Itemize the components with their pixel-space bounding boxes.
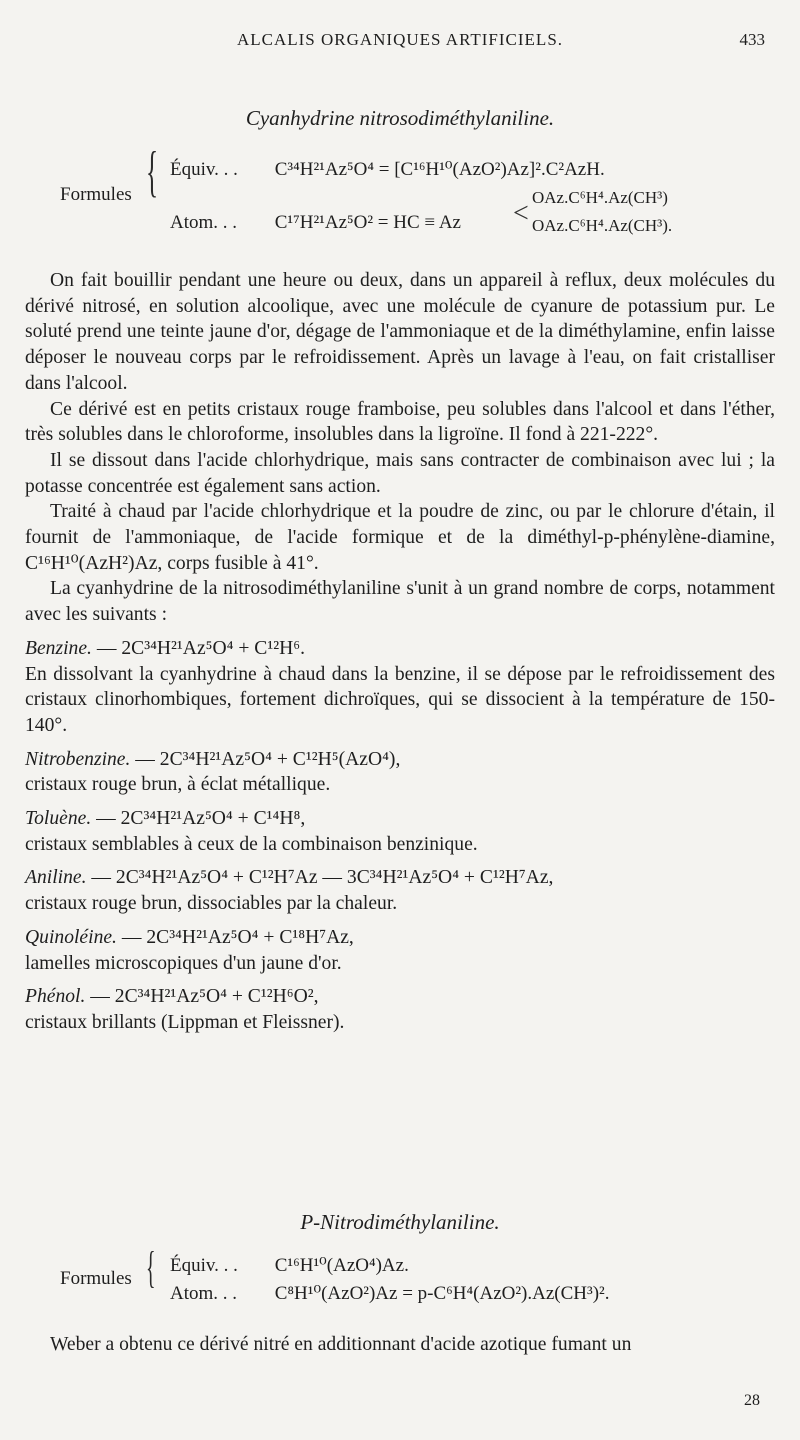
running-title: ALCALIS ORGANIQUES ARTIFICIELS. [236, 30, 564, 49]
entry-formula: — 2C³⁴H²¹Az⁵O⁴ + C¹²H⁷Az — 3C³⁴H²¹Az⁵O⁴ + C¹²H⁷Az, [86, 867, 554, 889]
atom-label: Atom. . . [170, 212, 238, 233]
atom-row [170, 212, 461, 234]
paragraph: Ce dérivé est en petits cristaux rouge framboise, peu solubles dans l'alcool et dans l'éther, très solubles dans le chloroforme, insolubles dans la ligroïne. Il fond à 221-222°. [25, 398, 775, 446]
entry-phenol [25, 984, 775, 1010]
equiv-label: Équiv. . . [170, 159, 238, 180]
body-text [25, 268, 775, 1036]
equiv-label: Équiv. . . [170, 1255, 238, 1276]
atom-row [170, 1282, 609, 1305]
signature-mark: 28 [744, 1392, 760, 1409]
entry-formula: — 2C³⁴H²¹Az⁵O⁴ + C¹²H⁶. [91, 637, 306, 659]
entry-text: cristaux semblables à ceux de la combinaison benzinique. [25, 833, 478, 855]
formula-block-cyanhydrine [60, 138, 780, 278]
brace-icon: { [146, 141, 159, 203]
entry-benzine [25, 636, 775, 662]
entry-text: cristaux rouge brun, dissociables par la chaleur. [25, 893, 398, 915]
entry-aniline [25, 865, 775, 891]
equiv-row [170, 158, 605, 181]
entry-name: Nitrobenzine. [25, 748, 131, 770]
entry-text: cristaux brillants (Lippman et Fleissner). [25, 1011, 345, 1033]
brace-icon: { [146, 1243, 156, 1292]
entry-name: Toluène. [25, 808, 92, 830]
equiv-row [170, 1254, 409, 1277]
atom-label: Atom. . . [170, 1283, 238, 1304]
body-text-continued [25, 1332, 775, 1358]
entry-text: En dissolvant la cyanhydrine à chaud dans la benzine, il se dépose par le refroidissement des cristaux clinorhombiques, fortement dichroïques, qui se dissocient à la température de 150-140°. [25, 663, 775, 736]
paragraph: Il se dissout dans l'acide chlorhydrique, mais sans contracter de combinaison avec lui ; la potasse concentrée est également sans action. [25, 449, 775, 497]
bond-lines-icon: < [513, 198, 529, 229]
entry-formula: — 2C³⁴H²¹Az⁵O⁴ + C¹⁸H⁷Az, [116, 926, 354, 948]
page-number: 433 [739, 30, 765, 49]
entry-formula: — 2C³⁴H²¹Az⁵O⁴ + C¹²H⁵(AzO⁴), [130, 748, 401, 770]
equiv-formula: C³⁴H²¹Az⁵O⁴ = [C¹⁶H¹⁰(AzO²)Az]².C²AzH. [274, 159, 605, 180]
atom-formula-left: C¹⁷H²¹Az⁵O² = HC ≡ Az [274, 212, 461, 233]
entry-quinoleine [25, 925, 775, 951]
atom-formula: C⁸H¹⁰(AzO²)Az = p-C⁶H⁴(AzO²).Az(CH³)². [274, 1283, 610, 1304]
entry-text: cristaux rouge brun, à éclat métallique. [25, 774, 331, 796]
atom-formula-top: OAz.C⁶H⁴.Az(CH³) [532, 188, 668, 207]
entry-name: Benzine. [25, 637, 92, 659]
section-title-cyanhydrine: Cyanhydrine nitrosodiméthylaniline. [245, 106, 555, 130]
entry-name: Quinoléine. [25, 926, 117, 948]
atom-formula-bottom: OAz.C⁶H⁴.Az(CH³). [532, 216, 673, 235]
formulas-label: Formules [60, 184, 132, 205]
entry-name: Phénol. [25, 986, 86, 1008]
equiv-formula: C¹⁶H¹⁰(AzO⁴)Az. [274, 1255, 409, 1276]
paragraph: Traité à chaud par l'acide chlorhydrique et la poudre de zinc, ou par le chlorure d'étain, il fournit de l'ammoniaque, de l'acide formique et de la diméthyl-p-phénylène-diamine, C¹⁶H¹⁰(AzH²)Az, corps fusible à 41°. [25, 501, 775, 574]
paragraph: Weber a obtenu ce dérivé nitré en additionnant d'acide azotique fumant un [50, 1334, 632, 1355]
formulas-label: Formules [60, 1268, 132, 1289]
entry-name: Aniline. [25, 867, 87, 889]
entry-formula: — 2C³⁴H²¹Az⁵O⁴ + C¹²H⁶O², [85, 986, 319, 1008]
paragraph: On fait bouillir pendant une heure ou deux, dans un appareil à reflux, deux molécules du dérivé nitrosé, en solution alcoolique, avec une molécule de cyanure de potassium pur. Le soluté prend une teinte jaune d'or, dégage de l'ammoniaque et de la diméthylamine, enfin laisse déposer le nouveau corps par le refroidissement. Après un lavage à l'eau, on fait cristalliser dans l'alcool. [25, 270, 775, 394]
section-title-nitrodimethylaniline: P-Nitrodiméthylaniline. [300, 1210, 500, 1234]
entry-nitrobenzine [25, 747, 775, 773]
entry-toluene [25, 806, 775, 832]
entry-formula: — 2C³⁴H²¹Az⁵O⁴ + C¹⁴H⁸, [91, 808, 306, 830]
entry-text: lamelles microscopiques d'un jaune d'or. [25, 952, 342, 974]
paragraph: La cyanhydrine de la nitrosodiméthylaniline s'unit à un grand nombre de corps, notamment avec les suivants : [25, 578, 775, 626]
formula-block-nitrodimethylaniline [60, 1243, 780, 1318]
running-head [0, 30, 800, 60]
